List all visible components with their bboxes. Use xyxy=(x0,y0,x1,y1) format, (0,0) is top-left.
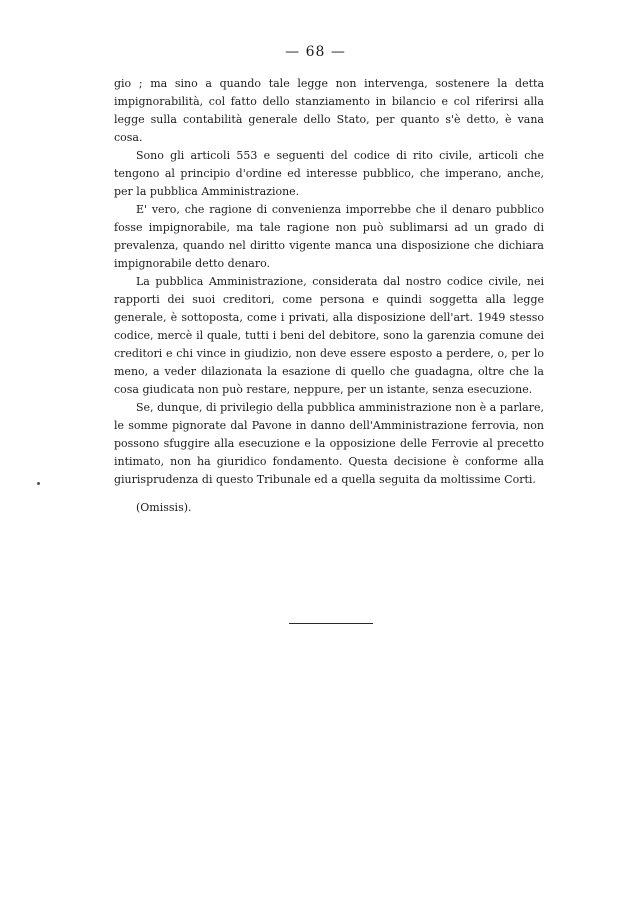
body-text xyxy=(114,75,544,517)
paragraph-3: E' vero, che ragione di convenienza imporrebbe che il denaro pubblico fosse impignorabile, ma tale ragione non può sublimarsi ad un grado di prevalenza, quando nel diritto vigente manca una disposizione che dichiara impignorabile detto denaro. xyxy=(114,203,544,270)
paragraph-1: gio ; ma sino a quando tale legge non intervenga, sostenere la detta impignorabilità, col fatto dello stanziamento in bilancio e col riferirsi alla legge sulla contabilità generale dello Stato, per quanto s'è detto, è vana cosa. xyxy=(114,77,544,144)
section-end-rule xyxy=(289,623,373,624)
omissis-note: (Omissis). xyxy=(136,501,192,514)
paragraph-5: Se, dunque, di privilegio della pubblica amministrazione non è a parlare, le somme pignorate dal Pavone in danno dell'Amministrazione ferrovia, non possono sfuggire alla esecuzione e la opposizione delle Ferrovie al precetto intimato, non ha giuridico fondamento. Questa decisione è conforme alla giurisprudenza di questo Tribunale ed a quella seguita da moltissime Corti. xyxy=(114,401,544,486)
margin-speck xyxy=(37,482,40,485)
paragraph-4: La pubblica Amministrazione, considerata dal nostro codice civile, nei rapporti dei suoi creditori, come persona e quindi soggetta alla legge generale, è sottoposta, come i privati, alla disposizione dell'art. 1949 stesso codice, mercè il quale, tutti i beni del debitore, sono la garenzia comune dei creditori e chi vince in giudizio, non deve essere esposto a perdere, o, per lo meno, a veder dilazionata la esazione di quello che guadagna, oltre che la cosa giudicata non può restare, neppure, per un istante, senza esecuzione. xyxy=(114,275,544,396)
page-number: — 68 — xyxy=(285,44,346,60)
paragraph-2: Sono gli articoli 553 e seguenti del codice di rito civile, articoli che tengono al principio d'ordine ed interesse pubblico, che imperano, anche, per la pubblica Amministrazione. xyxy=(114,149,544,198)
